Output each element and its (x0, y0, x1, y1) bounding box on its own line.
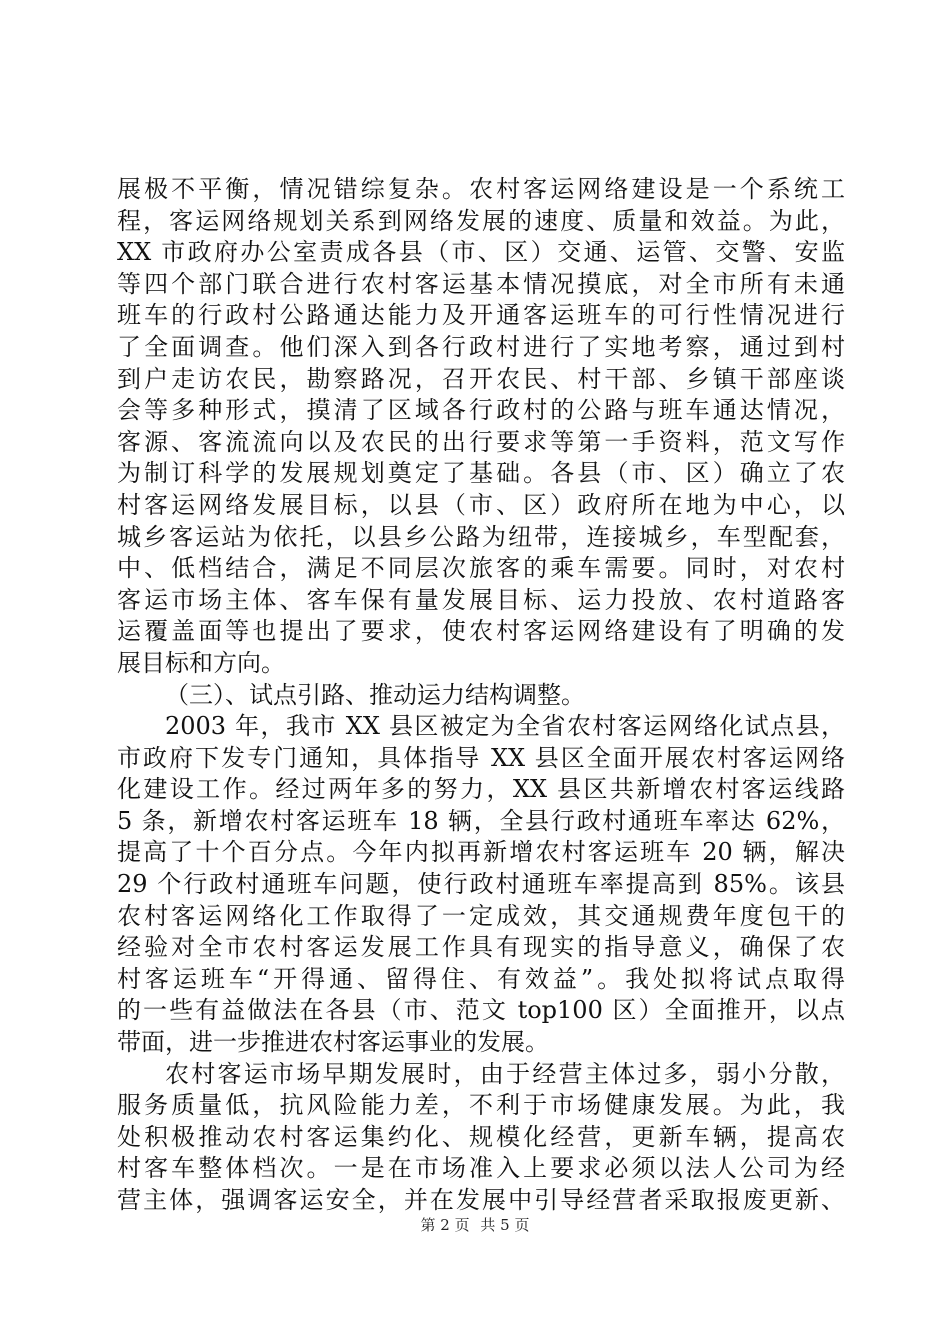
text-line: 到户走访农民，勘察路况，召开农民、村干部、乡镇干部座谈 (117, 364, 845, 393)
text-line: 农村客运市场早期发展时，由于经营主体过多，弱小分散， (165, 1059, 845, 1088)
text-line: 2003 年，我市 XX 县区被定为全省农村客运网络化试点县， (165, 712, 845, 741)
text-line: 农村客运网络化工作取得了一定成效，其交通规费年度包干的 (117, 901, 845, 930)
section-heading: （三）、试点引路、推动运力结构调整。 (165, 680, 585, 709)
text-line: 服务质量低，抗风险能力差，不利于市场健康发展。为此，我 (117, 1091, 845, 1120)
text-line: 客源、客流流向以及农民的出行要求等第一手资料，范文写作 (117, 427, 845, 456)
text-line: 班车的行政村公路通达能力及开通客运班车的可行性情况进行 (117, 301, 845, 330)
text-line: 营主体，强调客运安全，并在发展中引导经营者采取报废更新、 (117, 1186, 845, 1214)
document-body (117, 174, 845, 1217)
text-line: 提高了十个百分点。今年内拟再新增农村客运班车 20 辆，解决 (117, 838, 845, 867)
text-line: 展目标和方向。 (117, 648, 285, 677)
text-line: 为制订科学的发展规划奠定了基础。各县（市、区）确立了农 (117, 459, 845, 488)
text-line: 展极不平衡，情况错综复杂。农村客运网络建设是一个系统工 (117, 175, 845, 203)
text-line: 会等多种形式，摸清了区域各行政村的公路与班车通达情况， (117, 396, 845, 425)
page-number: 第 2 页 (420, 1216, 470, 1234)
text-line: 带面，进一步推进农村客运事业的发展。 (117, 1028, 549, 1057)
text-line: 中、低档结合，满足不同层次旅客的乘车需要。同时，对农村 (117, 554, 845, 583)
text-line: 5 条，新增农村客运班车 18 辆，全县行政村通班车率达 62%， (117, 806, 845, 835)
text-line: 村客运班车“开得通、留得住、有效益”。我处拟将试点取得 (117, 964, 845, 993)
text-line: XX 市政府办公室责成各县（市、区）交通、运管、交警、安监 (117, 238, 845, 267)
text-line: 等四个部门联合进行农村客运基本情况摸底，对全市所有未通 (117, 269, 845, 298)
text-line: 村客车整体档次。一是在市场准入上要求必须以法人公司为经 (117, 1154, 845, 1183)
text-line: 城乡客运站为依托，以县乡公路为纽带，连接城乡，车型配套， (117, 522, 845, 551)
text-line: 29 个行政村通班车问题，使行政村通班车率提高到 85%。该县 (117, 870, 845, 899)
text-line: 程，客运网络规划关系到网络发展的速度、质量和效益。为此， (117, 206, 845, 235)
page-total: 共 5 页 (480, 1216, 530, 1234)
text-line: 化建设工作。经过两年多的努力，XX 县区共新增农村客运线路 (117, 775, 845, 804)
text-line: 市政府下发专门通知，具体指导 XX 县区全面开展农村客运网络 (117, 743, 845, 772)
text-line: 处积极推动农村客运集约化、规模化经营，更新车辆，提高农 (117, 1122, 845, 1151)
text-line: 运覆盖面等也提出了要求，使农村客运网络建设有了明确的发 (117, 617, 845, 646)
text-line: 经验对全市农村客运发展工作具有现实的指导意义，确保了农 (117, 933, 845, 962)
text-line: 了全面调查。他们深入到各行政村进行了实地考察，通过到村 (117, 332, 845, 361)
text-line: 的一些有益做法在各县（市、范文 top100 区）全面推开，以点 (117, 996, 845, 1025)
text-line: 村客运网络发展目标，以县（市、区）政府所在地为中心，以 (117, 490, 845, 519)
page-footer (0, 1215, 950, 1235)
text-line: 客运市场主体、客车保有量发展目标、运力投放、农村道路客 (117, 585, 845, 614)
